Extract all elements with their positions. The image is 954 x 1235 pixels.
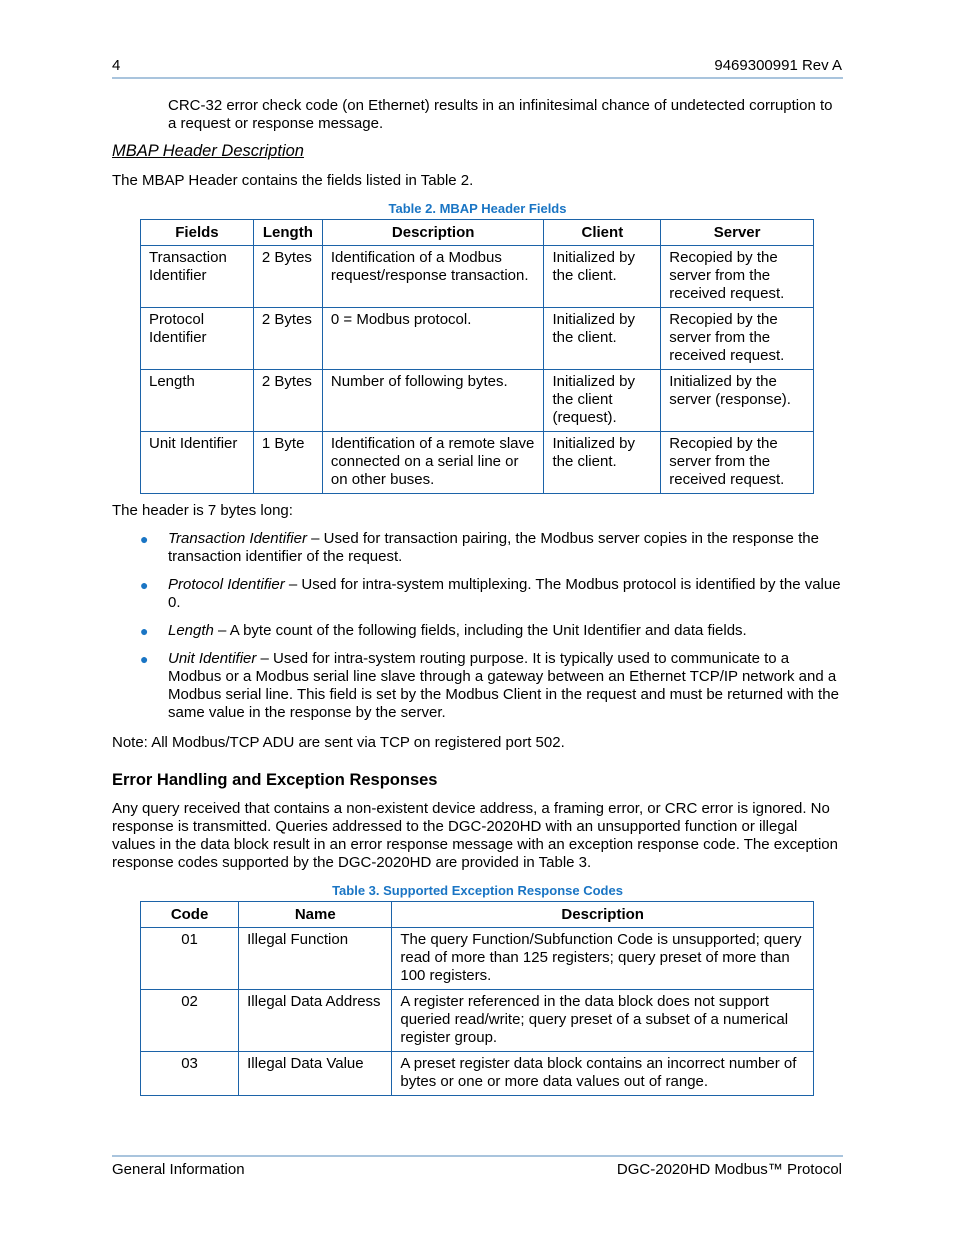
- table-cell: A register referenced in the data block does not support queried read/write; query preset of a subset of a numerical register group.: [392, 990, 814, 1052]
- list-item-term: Length: [168, 622, 214, 639]
- table-cell: Recopied by the server from the received request.: [661, 308, 814, 370]
- header-rule: [112, 77, 843, 79]
- list-item-text: – Used for intra-system routing purpose. It is typically used to communicate to a Modbus or a Modbus serial line slave through a gateway between an Ethernet TCP/IP network and a Modbus serial line. This field is set by the Modbus Client in the request and must be returned with the same value in the response by the server.: [168, 650, 839, 721]
- table-row: [141, 432, 814, 494]
- intro-paragraph: CRC-32 error check code (on Ethernet) results in an infinitesimal chance of undetected corruption to a request or response message.: [168, 97, 833, 132]
- table-cell: Recopied by the server from the received request.: [661, 246, 814, 308]
- mbap-field-list: [112, 530, 843, 732]
- table-cell: Recopied by the server from the received request.: [661, 432, 814, 494]
- table-cell: Initialized by the client (request).: [544, 370, 661, 432]
- column-header: Server: [661, 220, 814, 246]
- table-cell: The query Function/Subfunction Code is unsupported; query read of more than 125 registers; query preset of more than 100 registers.: [392, 928, 814, 990]
- footer-title: DGC-2020HD Modbus™ Protocol: [616, 1161, 842, 1178]
- bullet-icon: ●: [140, 577, 149, 593]
- column-header: Description: [392, 902, 814, 928]
- table-cell: Initialized by the server (response).: [661, 370, 814, 432]
- table-cell: 0 = Modbus protocol.: [322, 308, 544, 370]
- table3-caption: Table 3. Supported Exception Response Codes: [332, 883, 623, 898]
- table-cell: Unit Identifier: [141, 432, 254, 494]
- table-cell: 2 Bytes: [253, 308, 322, 370]
- table-cell: 2 Bytes: [253, 246, 322, 308]
- mbap-subheading: MBAP Header Description: [112, 142, 304, 160]
- table-cell: Number of following bytes.: [322, 370, 544, 432]
- table-row: [141, 928, 814, 990]
- table-cell: 1 Byte: [253, 432, 322, 494]
- table-cell: Transaction Identifier: [141, 246, 254, 308]
- table-cell: 02: [141, 990, 239, 1052]
- table-cell: Initialized by the client.: [544, 432, 661, 494]
- mbap-intro: The MBAP Header contains the fields listed in Table 2.: [112, 172, 474, 189]
- list-item-text: – Used for intra-system multiplexing. The Modbus protocol is identified by the value 0.: [168, 576, 841, 611]
- column-header: Code: [141, 902, 239, 928]
- list-item: [112, 622, 843, 640]
- table-cell: Initialized by the client.: [544, 246, 661, 308]
- table-cell: Illegal Data Value: [239, 1052, 392, 1096]
- table-row: [141, 1052, 814, 1096]
- table-cell: 03: [141, 1052, 239, 1096]
- list-item-term: Transaction Identifier: [168, 530, 307, 547]
- error-handling-paragraph: Any query received that contains a non-existent device address, a framing error, or CRC error is ignored. No response is transmitted. Queries addressed to the DGC-2020HD with an unsupported function or illegal values in the data block result in an error response message with an exception response code. The exception response codes supported by the DGC-2020HD are provided in Table 3.: [112, 800, 838, 871]
- mbap-header-table: [140, 219, 814, 494]
- column-header: Client: [544, 220, 661, 246]
- header-length-note: The header is 7 bytes long:: [112, 502, 293, 519]
- table-header-row: [141, 220, 814, 246]
- list-item: [112, 650, 843, 722]
- bullet-icon: ●: [140, 651, 149, 667]
- list-item-text: – Used for transaction pairing, the Modbus server copies in the response the transaction identifier of the request.: [168, 530, 819, 565]
- column-header: Length: [253, 220, 322, 246]
- exception-codes-table: [140, 901, 814, 1096]
- table2-caption: Table 2. MBAP Header Fields: [388, 201, 567, 216]
- footer-section: General Information: [112, 1161, 245, 1178]
- table-cell: A preset register data block contains an incorrect number of bytes or one or more data values out of range.: [392, 1052, 814, 1096]
- table-row: [141, 308, 814, 370]
- bullet-icon: ●: [140, 531, 149, 547]
- table-cell: Identification of a remote slave connected on a serial line or on other buses.: [322, 432, 544, 494]
- table-cell: Illegal Function: [239, 928, 392, 990]
- table-header-row: [141, 902, 814, 928]
- list-item-term: Protocol Identifier: [168, 576, 285, 593]
- column-header: Name: [239, 902, 392, 928]
- footer-rule: [112, 1155, 843, 1157]
- list-item-term: Unit Identifier: [168, 650, 257, 667]
- document-number: 9469300991 Rev A: [714, 57, 842, 74]
- table-cell: Protocol Identifier: [141, 308, 254, 370]
- table-row: [141, 990, 814, 1052]
- table-cell: Identification of a Modbus request/response transaction.: [322, 246, 544, 308]
- table-cell: Length: [141, 370, 254, 432]
- list-item-text: – A byte count of the following fields, including the Unit Identifier and data fields.: [213, 622, 747, 639]
- table-row: [141, 370, 814, 432]
- list-item: [112, 530, 843, 566]
- page-number: 4: [112, 57, 121, 74]
- table-cell: 01: [141, 928, 239, 990]
- port-note: Note: All Modbus/TCP ADU are sent via TCP on registered port 502.: [112, 734, 565, 751]
- table-cell: Initialized by the client.: [544, 308, 661, 370]
- list-item: [112, 576, 843, 612]
- table-cell: 2 Bytes: [253, 370, 322, 432]
- column-header: Description: [322, 220, 544, 246]
- column-header: Fields: [141, 220, 254, 246]
- bullet-icon: ●: [140, 623, 149, 639]
- table-row: [141, 246, 814, 308]
- error-handling-heading: Error Handling and Exception Responses: [112, 771, 438, 789]
- table-cell: Illegal Data Address: [239, 990, 392, 1052]
